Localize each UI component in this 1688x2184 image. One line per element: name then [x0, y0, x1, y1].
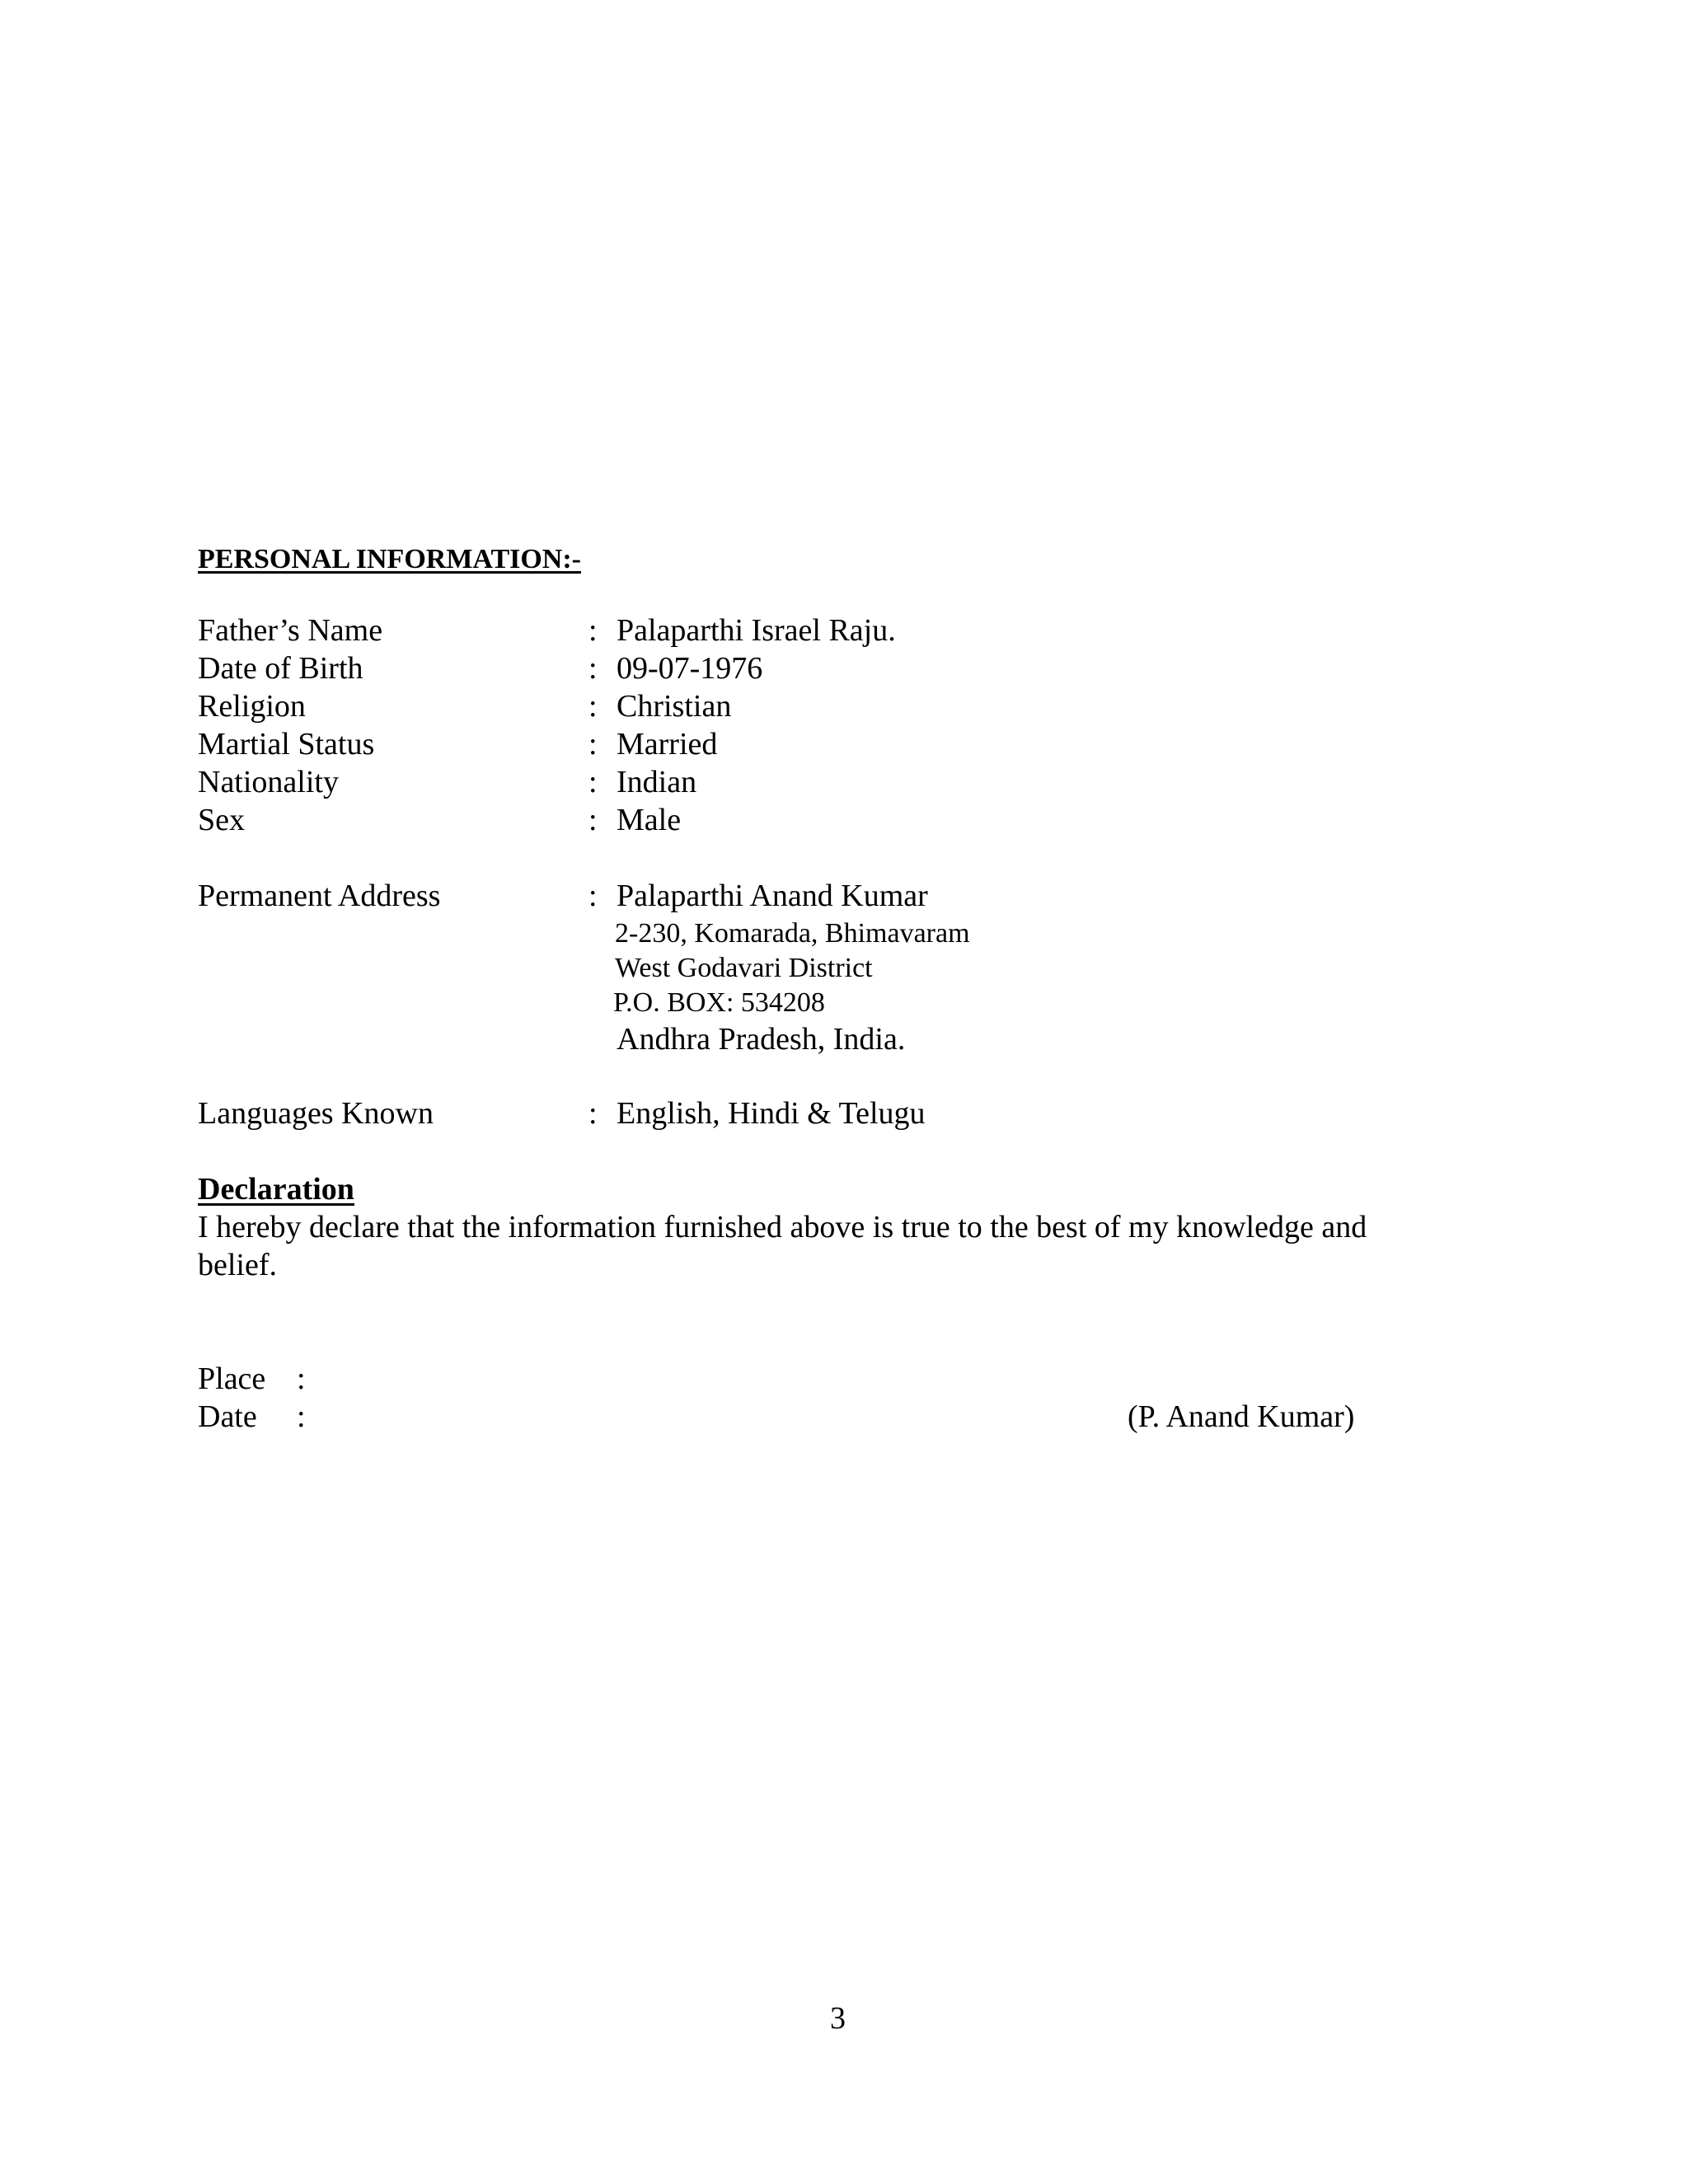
- declaration-text-line-2: belief.: [198, 1248, 278, 1282]
- address-label: Permanent Address: [198, 879, 441, 913]
- field-value-religion: Christian: [617, 689, 732, 724]
- field-separator: :: [588, 651, 598, 686]
- field-value-sex: Male: [617, 803, 682, 837]
- field-value-marital-status: Married: [617, 727, 718, 762]
- page-number: 3: [830, 2001, 846, 2036]
- signature-name: (P. Anand Kumar): [1128, 1399, 1355, 1434]
- field-label-marital-status: Martial Status: [198, 727, 375, 762]
- field-value-fathers-name: Palaparthi Israel Raju.: [617, 613, 896, 648]
- address-name: Palaparthi Anand Kumar: [617, 879, 928, 913]
- declaration-heading: Declaration: [198, 1172, 354, 1207]
- address-line-3: P.O. BOX: 534208: [613, 987, 825, 1018]
- field-separator: :: [588, 613, 598, 648]
- field-label-religion: Religion: [198, 689, 306, 724]
- field-separator: :: [588, 765, 598, 799]
- address-line-1: 2-230, Komarada, Bhimavaram: [615, 918, 970, 949]
- languages-label: Languages Known: [198, 1096, 434, 1131]
- field-value-nationality: Indian: [617, 765, 697, 799]
- section-title: PERSONAL INFORMATION:-: [198, 544, 581, 574]
- date-label: Date: [198, 1399, 257, 1434]
- field-separator: :: [588, 803, 598, 837]
- address-line-4: Andhra Pradesh, India.: [617, 1022, 906, 1057]
- languages-value: English, Hindi & Telugu: [617, 1096, 926, 1131]
- field-label-sex: Sex: [198, 803, 245, 837]
- place-separator: :: [297, 1361, 306, 1396]
- field-label-date-of-birth: Date of Birth: [198, 651, 363, 686]
- field-label-nationality: Nationality: [198, 765, 339, 799]
- field-label-fathers-name: Father’s Name: [198, 613, 383, 648]
- field-separator: :: [588, 727, 598, 762]
- field-separator: :: [588, 879, 598, 913]
- field-separator: :: [588, 1096, 598, 1131]
- field-separator: :: [588, 689, 598, 724]
- field-value-date-of-birth: 09-07-1976: [617, 651, 763, 686]
- place-label: Place: [198, 1361, 266, 1396]
- declaration-text-line-1: I hereby declare that the information furnished above is true to the best of my knowledge and: [198, 1210, 1367, 1244]
- date-separator: :: [297, 1399, 306, 1434]
- address-line-2: West Godavari District: [615, 953, 873, 983]
